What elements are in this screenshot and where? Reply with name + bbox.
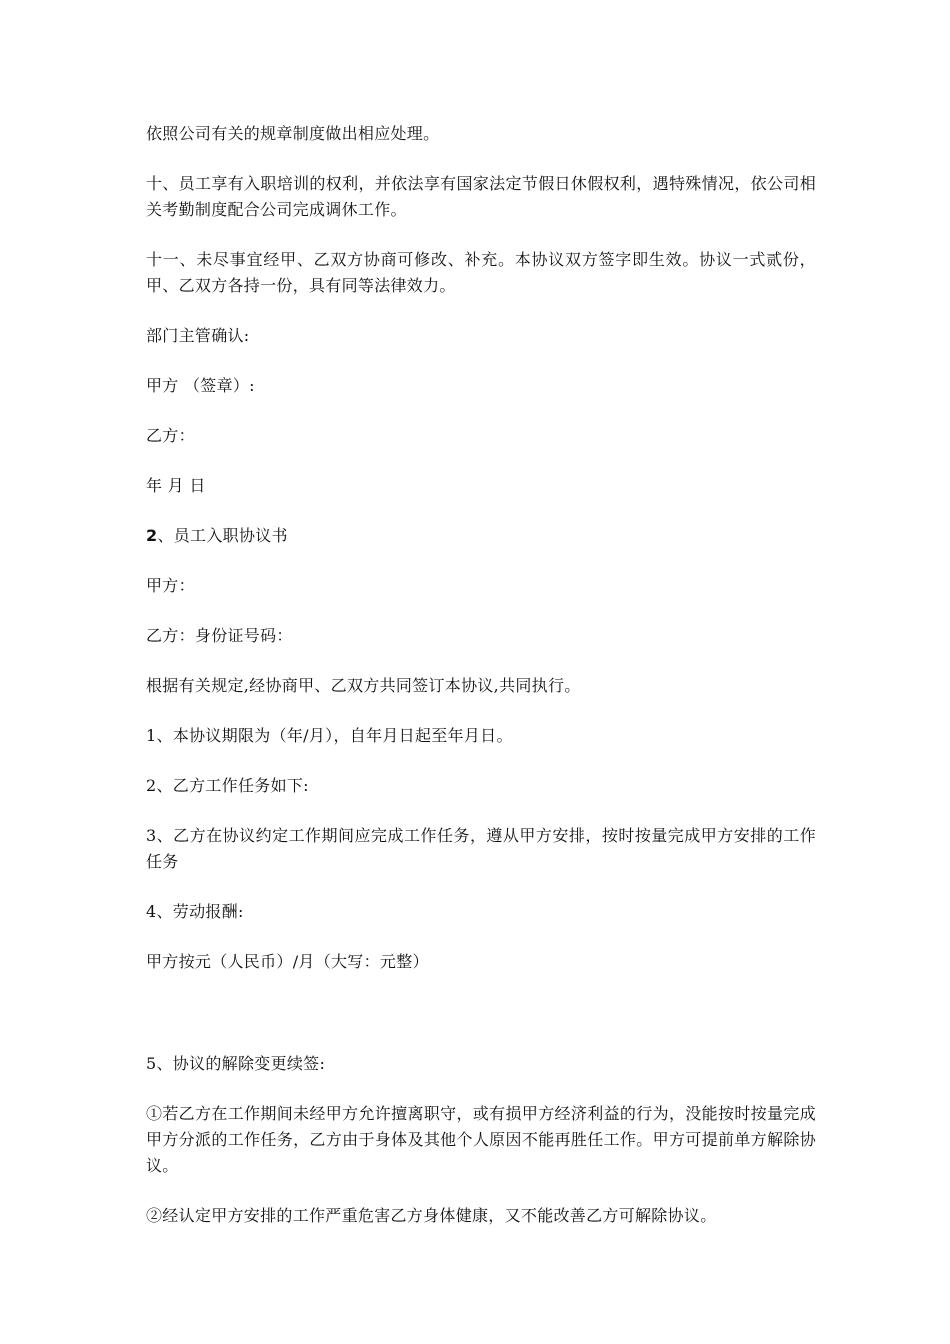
clause-2-tasks: 2、乙方工作任务如下: bbox=[146, 776, 309, 795]
termination-item-2: ②经认定甲方安排的工作严重危害乙方身体健康，又不能改善乙方可解除协议。 bbox=[146, 1206, 717, 1225]
section-heading-number: 2 bbox=[146, 526, 158, 545]
blank-spacer bbox=[146, 999, 816, 1051]
clause-1-term: 1、本协议期限为（年/月），自年月日起至年月日。 bbox=[146, 726, 513, 745]
section-heading-title: 、员工入职协议书 bbox=[157, 526, 288, 545]
date-line: 年 月 日 bbox=[146, 476, 206, 495]
paragraph-clause-11: 十一、未尽事宜经甲、乙双方协商可修改、补充。本协议双方签字即生效。协议一式贰份，甲、乙双方各持一份，具有同等法律效力。 bbox=[146, 250, 816, 295]
document-body bbox=[146, 121, 816, 1253]
party-a-field: 甲方： bbox=[146, 576, 195, 595]
clause-3-duties: 3、乙方在协议约定工作期间应完成工作任务，遵从甲方安排，按时按量完成甲方安排的工作任务 bbox=[146, 826, 816, 871]
section-heading bbox=[146, 523, 816, 549]
party-b-id-field: 乙方：身份证号码： bbox=[146, 626, 293, 645]
paragraph-rules-handling: 依照公司有关的规章制度做出相应处理。 bbox=[146, 124, 440, 143]
paragraph-clause-10: 十、员工享有入职培训的权利，并依法享有国家法定节假日休假权利，遇特殊情况，依公司相关考勤制度配合公司完成调休工作。 bbox=[146, 174, 816, 219]
agreement-preamble: 根据有关规定,经协商甲、乙双方共同签订本协议,共同执行。 bbox=[146, 676, 581, 695]
party-a-seal-label: 甲方 （签章）: bbox=[146, 376, 255, 395]
clause-4-remuneration: 4、劳动报酬: bbox=[146, 902, 244, 921]
supervisor-confirmation-label: 部门主管确认: bbox=[146, 326, 250, 345]
termination-item-1: ①若乙方在工作期间未经甲方允许擅离职守，或有损甲方经济利益的行为，没能按时按量完成甲方分派的工作任务，乙方由于身体及其他个人原因不能再胜任工作。甲方可提前单方解除协议。 bbox=[146, 1104, 816, 1175]
clause-5-termination: 5、协议的解除变更续签: bbox=[146, 1054, 326, 1073]
remuneration-amount-line: 甲方按元（人民币）/月（大写：元整） bbox=[146, 952, 429, 971]
party-b-label: 乙方： bbox=[146, 426, 195, 445]
